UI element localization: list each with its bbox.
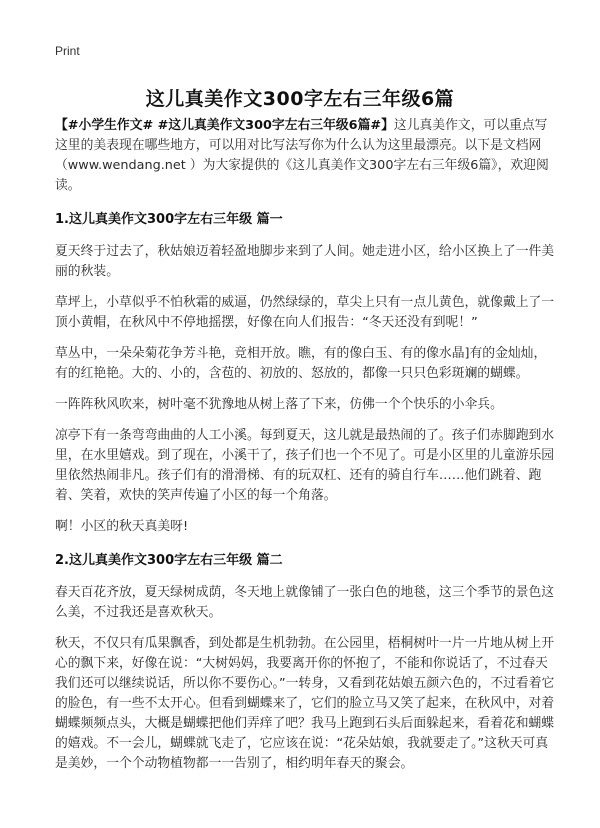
paragraph: 草丛中，一朵朵菊花争芳斗艳，竞相开放。瞧，有的像白玉、有的像水晶]有的金灿灿，有的红艳艳。大的、小的，含苞的、初放的、怒放的，都像一只只色彩斑斓的蝴蝶。 (55, 346, 547, 381)
paragraph: 凉亭下有一条弯弯曲曲的人工小溪。每到夏天，这儿就是最热闹的了。孩子们赤脚跑到水里，在水里嬉戏。到了现在，小溪干了，孩子们也一个不见了。可是小区里的儿童游乐园里依然热闹非凡。孩子们有的滑滑梯、有的玩双杠、还有的骑自行车……他们跳着、跑着、笑着，欢快的笑声传遍了小区的每一个角落。 (55, 428, 555, 503)
paragraph: 秋天，不仅只有瓜果飘香，到处都是生机勃勃。在公园里，梧桐树叶一片一片地从树上开心的飘下来，好像在说：“大树妈妈，我要离开你的怀抱了，不能和你说话了，不过春天我们还可以继续说话，所以你不要伤心。”一转身，又看到花姑娘五颜六色的，不过看着它的脸色，有一些不太开心。但看到蝴蝶来了，它们的脸立马又笑了起来，在秋风中，对着蝴蝶频频点头，大概是蝴蝶把他们弄痒了吧？我马上跑到石头后面躲起来，看着花和蝴蝶的嬉戏。不一会儿，蝴蝶就飞走了，它应该在说：“花朵姑娘，我就要走了。”这秋天可真是美妙，一个个动物植物都一一告别了，相约明年春天的聚会。 (55, 636, 555, 771)
paragraph: 一阵阵秋风吹来，树叶毫不犹豫地从树上落了下来，仿佛一个个快乐的小伞兵。 (55, 397, 503, 412)
print-label: Print (55, 44, 80, 58)
intro-text: 这儿真美作文，可以重点写这里的美表现在哪些地方，可以用对比写法写你为什么认为这里最漂亮。以下是文档网（www.wendang.net ）为大家提供的《这儿真美作文300字左右三年级6篇》，欢迎阅读。 (55, 118, 549, 193)
page-title: 这儿真美作文300字左右三年级6篇 (145, 88, 455, 110)
intro-paragraph (55, 116, 555, 196)
paragraph: 春天百花齐放，夏天绿树成荫，冬天地上就像铺了一张白色的地毯，这三个季节的景色这么美，不过我还是喜欢秋天。 (55, 585, 555, 620)
section-heading-1: 1.这儿真美作文300字左右三年级 篇一 (55, 212, 283, 227)
section-heading-2: 2.这儿真美作文300字左右三年级 篇二 (55, 553, 283, 568)
paragraph: 夏天终于过去了，秋姑娘迈着轻盈地脚步来到了人间。她走进小区，给小区换上了一件美丽的秋装。 (55, 244, 555, 279)
paragraph: 草坪上，小草似乎不怕秋霜的威逼，仍然绿绿的，草尖上只有一点儿黄色，就像戴上了一顶小黄帽，在秋风中不停地摇摆，好像在向人们报告：“冬天还没有到呢！” (55, 295, 555, 330)
intro-tag: 【#小学生作文# #这儿真美作文300字左右三年级6篇#】 (55, 118, 394, 133)
paragraph: 啊！小区的秋天真美呀! (55, 519, 189, 534)
article-body (55, 116, 555, 785)
